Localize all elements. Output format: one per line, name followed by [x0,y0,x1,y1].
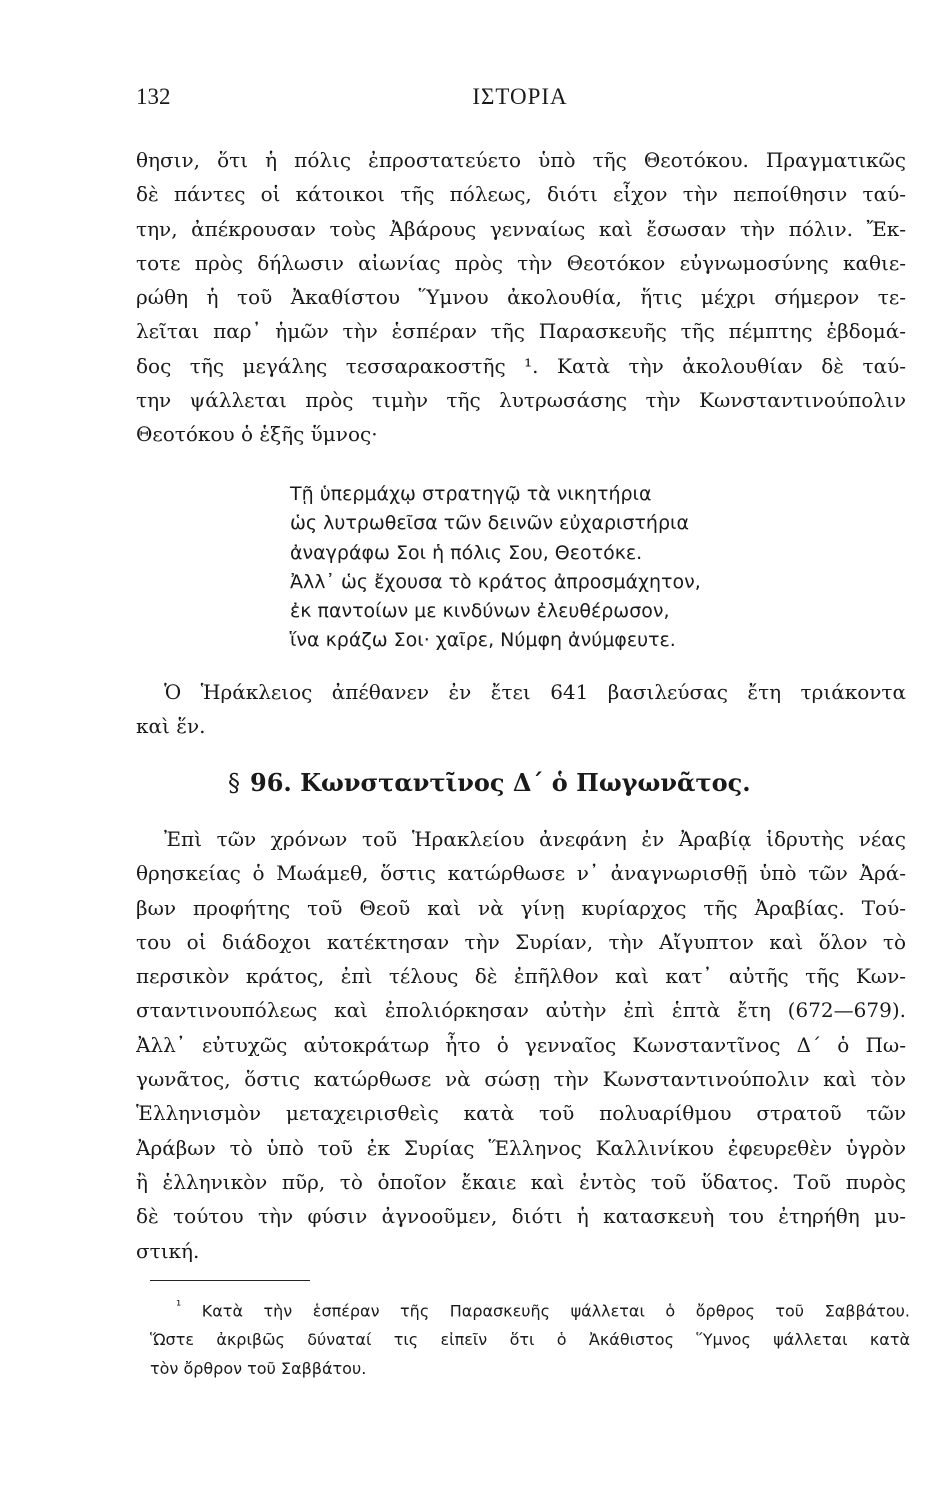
section-sign: § [228,769,240,797]
footnote-text: Κατὰ τὴν ἑσπέραν τῆς Παρασκευῆς ψάλλεται ὁ ὄρθρος τοῦ Σαββάτου. [201,1301,910,1321]
section-heading [228,768,868,797]
text-line: Ὁ Ἡράκλειος ἀπέθανεν ἐν ἔτει 641 βασιλεύσας ἔτη τριάκοντα [164,680,906,704]
footnote-divider [150,1280,310,1281]
running-title: ΙΣΤΟΡΙΑ [472,84,568,109]
hymn-quote [290,480,910,656]
hymn-line: ὡς λυτρωθεῖσα τῶν δεινῶν εὐχαριστήρια [290,512,689,535]
footnotes [150,1292,910,1383]
hymn-line: ἀναγράφω Σοι ἡ πόλις Σου, Θεοτόκε. [290,541,643,564]
section-title: 96. Κωνσταντῖνος Δ΄ ὁ Πωγωνᾶτος. [250,768,751,797]
text-line: ἢ ἑλληνικὸν πῦρ, τὸ ὁποῖον ἔκαιε καὶ ἐντὸς τοῦ ὕδατος. Τοῦ πυρὸς [136,1169,906,1194]
text-line: καὶ ἕν. [136,714,206,739]
text-line: Ἀλλ᾽ εὐτυχῶς αὐτοκράτωρ ἦτο ὁ γενναῖος Κωνσταντῖνος Δ΄ ὁ Πω- [136,1032,906,1057]
text-line: γωνᾶτος, ὅστις κατώρθωσε νὰ σώσῃ τὴν Κωνσταντινούπολιν καὶ τὸν [136,1067,906,1092]
text-line: Θεοτόκου ὁ ἑξῆς ὕμνος· [136,422,378,447]
text-line: περσικὸν κράτος, ἐπὶ τέλους δὲ ἐπῆλθον καὶ κατ᾽ αὐτῆς τῆς Κων- [136,964,906,989]
hymn-line: Τῇ ὑπερμάχῳ στρατηγῷ τὰ νικητήρια [290,483,652,505]
text-line: βων προφήτης τοῦ Θεοῦ καὶ νὰ γίνῃ κυρίαρχος τῆς Ἀραβίας. Τού- [136,895,906,920]
hymn-line: ἐκ παντοίων με κινδύνων ἐλευθέρωσον, [290,600,670,623]
text-line: Ἐπὶ τῶν χρόνων τοῦ Ἡρακλείου ἀνεφάνη ἐν Ἀραβίᾳ ἱδρυτὴς νέας [164,827,906,851]
page-number: 132 [136,84,171,109]
paragraph-1 [136,143,906,452]
text-line: ρώθη ἡ τοῦ Ἀκαθίστου Ὕμνου ἀκολουθία, ἥτις μέχρι σήμερον τε- [136,285,906,310]
text-line: τοτε πρὸς δήλωσιν αἰωνίας πρὸς τὴν Θεοτόκον εὐγνωμοσύνης καθιε- [136,250,906,275]
text-line: θρησκείας ὁ Μωάμεθ, ὅστις κατώρθωσε ν᾽ ἀναγνωρισθῇ ὑπὸ τῶν Ἀρά- [136,861,906,886]
footnote-line: τὸν ὄρθρον τοῦ Σαββάτου. [150,1359,367,1379]
text-line: δὲ τούτου τὴν φύσιν ἀγνοοῦμεν, διότι ἡ κατασκευὴ του ἐτηρήθη μυ- [136,1204,906,1229]
text-line: Ἑλληνισμὸν μεταχειρισθεὶς κατὰ τοῦ πολυαρίθμου στρατοῦ τῶν [136,1101,906,1126]
paragraph-2 [136,675,906,744]
text-line: θησιν, ὅτι ἡ πόλις ἐπροστατεύετο ὑπὸ τῆς Θεοτόκου. Πραγματικῶς [136,148,906,172]
text-line: δος τῆς μεγάλης τεσσαρακοστῆς ¹. Κατὰ τὴν ἀκολουθίαν δὲ ταύ- [136,353,906,378]
text-line: λεῖται παρ᾽ ἡμῶν τὴν ἑσπέραν τῆς Παρασκευῆς τῆς πέμπτης ἑβδομά- [136,319,906,344]
text-line: δὲ πάντες οἱ κάτοικοι τῆς πόλεως, διότι εἶχον τὴν πεποίθησιν ταύ- [136,182,906,207]
text-line: την, ἀπέκρουσαν τοὺς Ἀβάρους γενναίως καὶ ἔσωσαν τὴν πόλιν. Ἔκ- [136,216,906,241]
page-header [136,84,904,114]
hymn-line: Ἀλλ᾽ ὡς ἔχουσα τὸ κράτος ἀπροσμάχητον, [290,570,701,593]
footnote-line [150,1292,910,1325]
text-line: στική. [136,1238,200,1263]
footnote-marker: ¹ [176,1299,182,1314]
text-line: Ἀράβων τὸ ὑπὸ τοῦ ἐκ Συρίας Ἕλληνος Καλλινίκου ἐφευρεθὲν ὑγρὸν [136,1135,906,1160]
text-line: σταντινουπόλεως καὶ ἐπολιόρκησαν αὐτὴν ἐπὶ ἑπτὰ ἔτη (672—679). [136,998,906,1023]
paragraph-3 [136,822,906,1268]
text-line: την ψάλλεται πρὸς τιμὴν τῆς λυτρωσάσης τὴν Κωνσταντινούπολιν [136,388,906,413]
hymn-line: ἵνα κράζω Σοι· χαῖρε, Νύμφη ἀνύμφευτε. [290,629,676,652]
text-line: του οἱ διάδοχοι κατέκτησαν τὴν Συρίαν, τὴν Αἴγυπτον καὶ ὅλον τὸ [136,929,906,954]
footnote-line: Ὥστε ἀκριβῶς δύναταί τις εἰπεῖν ὅτι ὁ Ἀκάθιστος Ὕμνος ψάλλεται κατὰ [150,1330,910,1350]
